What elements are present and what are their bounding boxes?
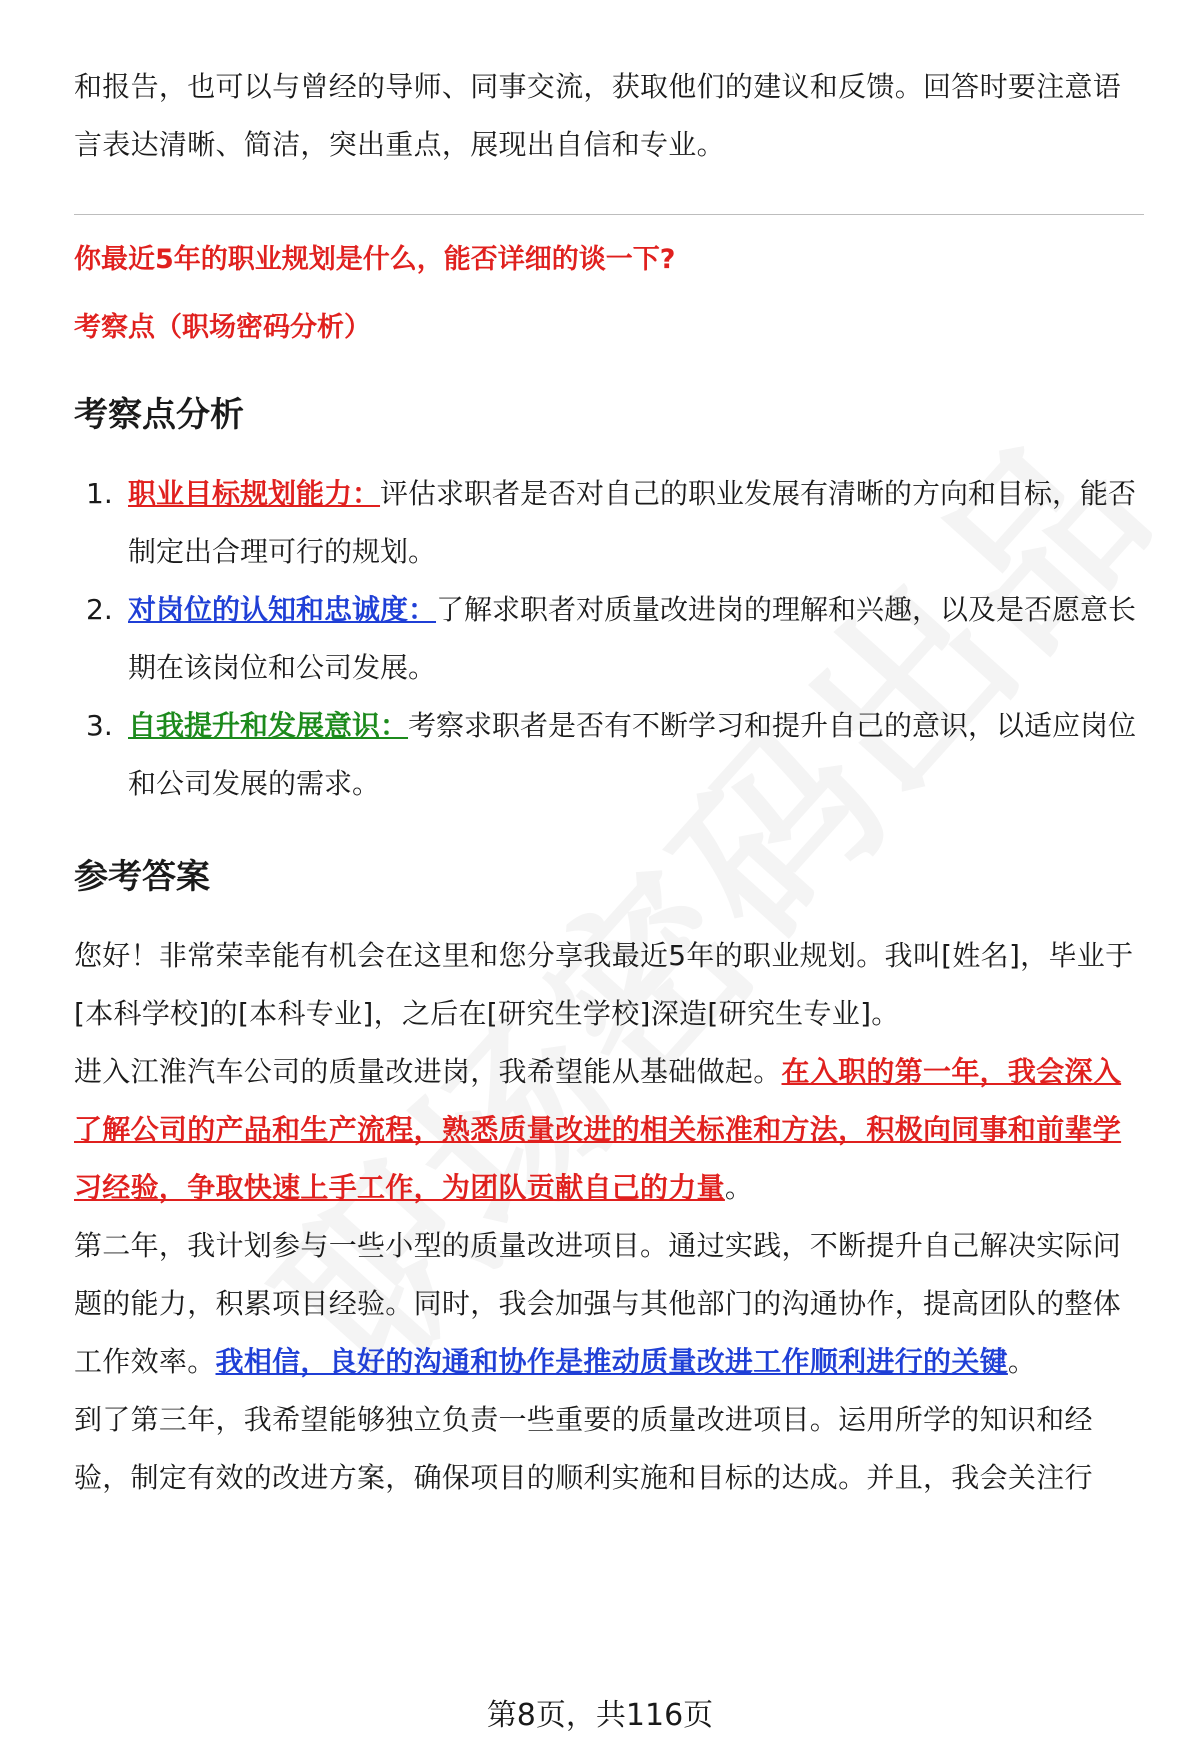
item-keyword: 自我提升和发展意识： <box>128 709 409 742</box>
paragraph-end: 。 <box>724 1171 754 1204</box>
answer-paragraph-2 <box>74 1043 1144 1217</box>
analysis-item <box>74 581 1144 697</box>
highlight-text: 在入职的第一年，我会深入了解公司的产品和生产流程，熟悉质量改进的相关标准和方法，积极向同事和前辈学习经验，争取快速上手工作，为团队贡献自己的力量 <box>74 1055 1122 1204</box>
item-keyword: 职业目标规划能力： <box>128 477 381 510</box>
paragraph-end: 。 <box>1007 1345 1037 1378</box>
document-page <box>74 58 1144 1507</box>
question-title: 你最近5年的职业规划是什么，能否详细的谈一下? <box>74 244 676 275</box>
analysis-item <box>74 465 1144 581</box>
answer-heading: 参考答案 <box>74 857 210 897</box>
analysis-heading: 考察点分析 <box>74 395 244 435</box>
paragraph-text: 第二年，我计划参与一些小型的质量改进项目。通过实践，不断提升自己解决实际问题的能力，积累项目经验。同时，我会加强与其他部门的沟通协作，提高团队的整体工作效率。 <box>74 1229 1122 1378</box>
item-keyword: 对岗位的认知和忠诚度： <box>128 593 437 626</box>
analysis-list <box>74 465 1144 813</box>
paragraph-text: 进入江淮汽车公司的质量改进岗，我希望能从基础做起。 <box>74 1055 782 1088</box>
exam-point-label: 考察点（职场密码分析） <box>74 312 371 343</box>
item-text: 评估求职者是否对自己的职业发展有清晰的方向和目标，能否制定出合理可行的规划。 <box>128 477 1137 568</box>
item-number: 2. <box>86 593 113 626</box>
analysis-item <box>74 697 1144 813</box>
answer-paragraph-1: 您好！非常荣幸能有机会在这里和您分享我最近5年的职业规划。我叫[姓名]，毕业于[本科学校]的[本科专业]，之后在[研究生学校]深造[研究生专业]。 <box>74 939 1134 1030</box>
answer-paragraph-3 <box>74 1217 1144 1391</box>
page-number: 第8页，共116页 <box>486 1698 714 1733</box>
item-number: 3. <box>86 709 113 742</box>
intro-paragraph: 和报告，也可以与曾经的导师、同事交流，获取他们的建议和反馈。回答时要注意语言表达清晰、简洁，突出重点，展现出自信和专业。 <box>74 70 1122 161</box>
highlight-text: 我相信，良好的沟通和协作是推动质量改进工作顺利进行的关键 <box>215 1345 1008 1378</box>
answer-paragraph-4: 到了第三年，我希望能够独立负责一些重要的质量改进项目。运用所学的知识和经验，制定有效的改进方案，确保项目的顺利实施和目标的达成。并且，我会关注行 <box>74 1403 1093 1494</box>
item-text: 了解求职者对质量改进岗的理解和兴趣，以及是否愿意长期在该岗位和公司发展。 <box>128 593 1137 684</box>
item-number: 1. <box>86 477 113 510</box>
item-text: 考察求职者是否有不断学习和提升自己的意识，以适应岗位和公司发展的需求。 <box>128 709 1137 800</box>
section-divider <box>74 214 1144 215</box>
